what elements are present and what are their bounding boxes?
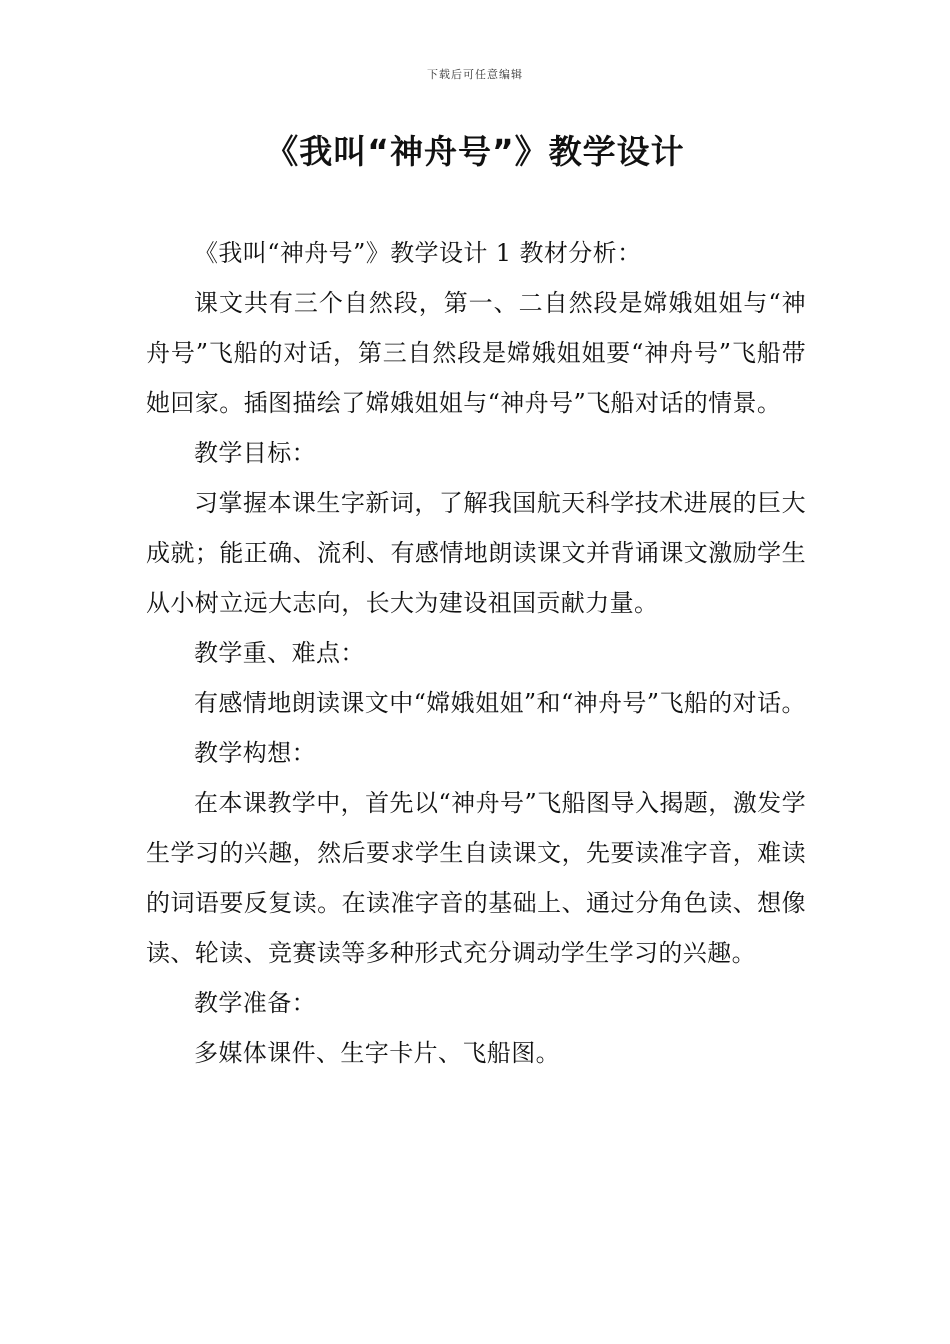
document-title: 《我叫“神舟号”》教学设计 (265, 132, 685, 171)
paragraph-key-points: 有感情地朗读课文中“嫦娥姐姐”和“神舟号”飞船的对话。 (194, 689, 806, 717)
paragraph-goals-heading: 教学目标： (194, 439, 316, 467)
document-body (146, 228, 806, 1078)
paragraph-concept: 在本课教学中，首先以“神舟号”飞船图导入揭题，激发学生学习的兴趣，然后要求学生自读课文，先要读准字音，难读的词语要反复读。在读准字音的基础上、通过分角色读、想像读、轮读、竞赛读等多种形式充分调动学生学习的兴趣。 (146, 789, 806, 967)
paragraph-preparation-heading: 教学准备： (194, 989, 316, 1017)
paragraph-key-points-heading: 教学重、难点： (194, 639, 365, 667)
paragraph-goals: 习掌握本课生字新词，了解我国航天科学技术进展的巨大成就；能正确、流利、有感情地朗读课文并背诵课文激励学生从小树立远大志向，长大为建设祖国贡献力量。 (146, 489, 806, 617)
paragraph-material-analysis: 课文共有三个自然段，第一、二自然段是嫦娥姐姐与“神舟号”飞船的对话，第三自然段是嫦娥姐姐要“神舟号”飞船带她回家。插图描绘了嫦娥姐姐与“神舟号”飞船对话的情景。 (146, 289, 806, 417)
header-note: 下载后可任意编辑 (427, 68, 523, 81)
paragraph-preparation: 多媒体课件、生字卡片、飞船图。 (194, 1039, 560, 1067)
paragraph-material-analysis-heading: 《我叫“神舟号”》教学设计 1 教材分析： (194, 239, 642, 267)
paragraph-concept-heading: 教学构想： (194, 739, 316, 767)
